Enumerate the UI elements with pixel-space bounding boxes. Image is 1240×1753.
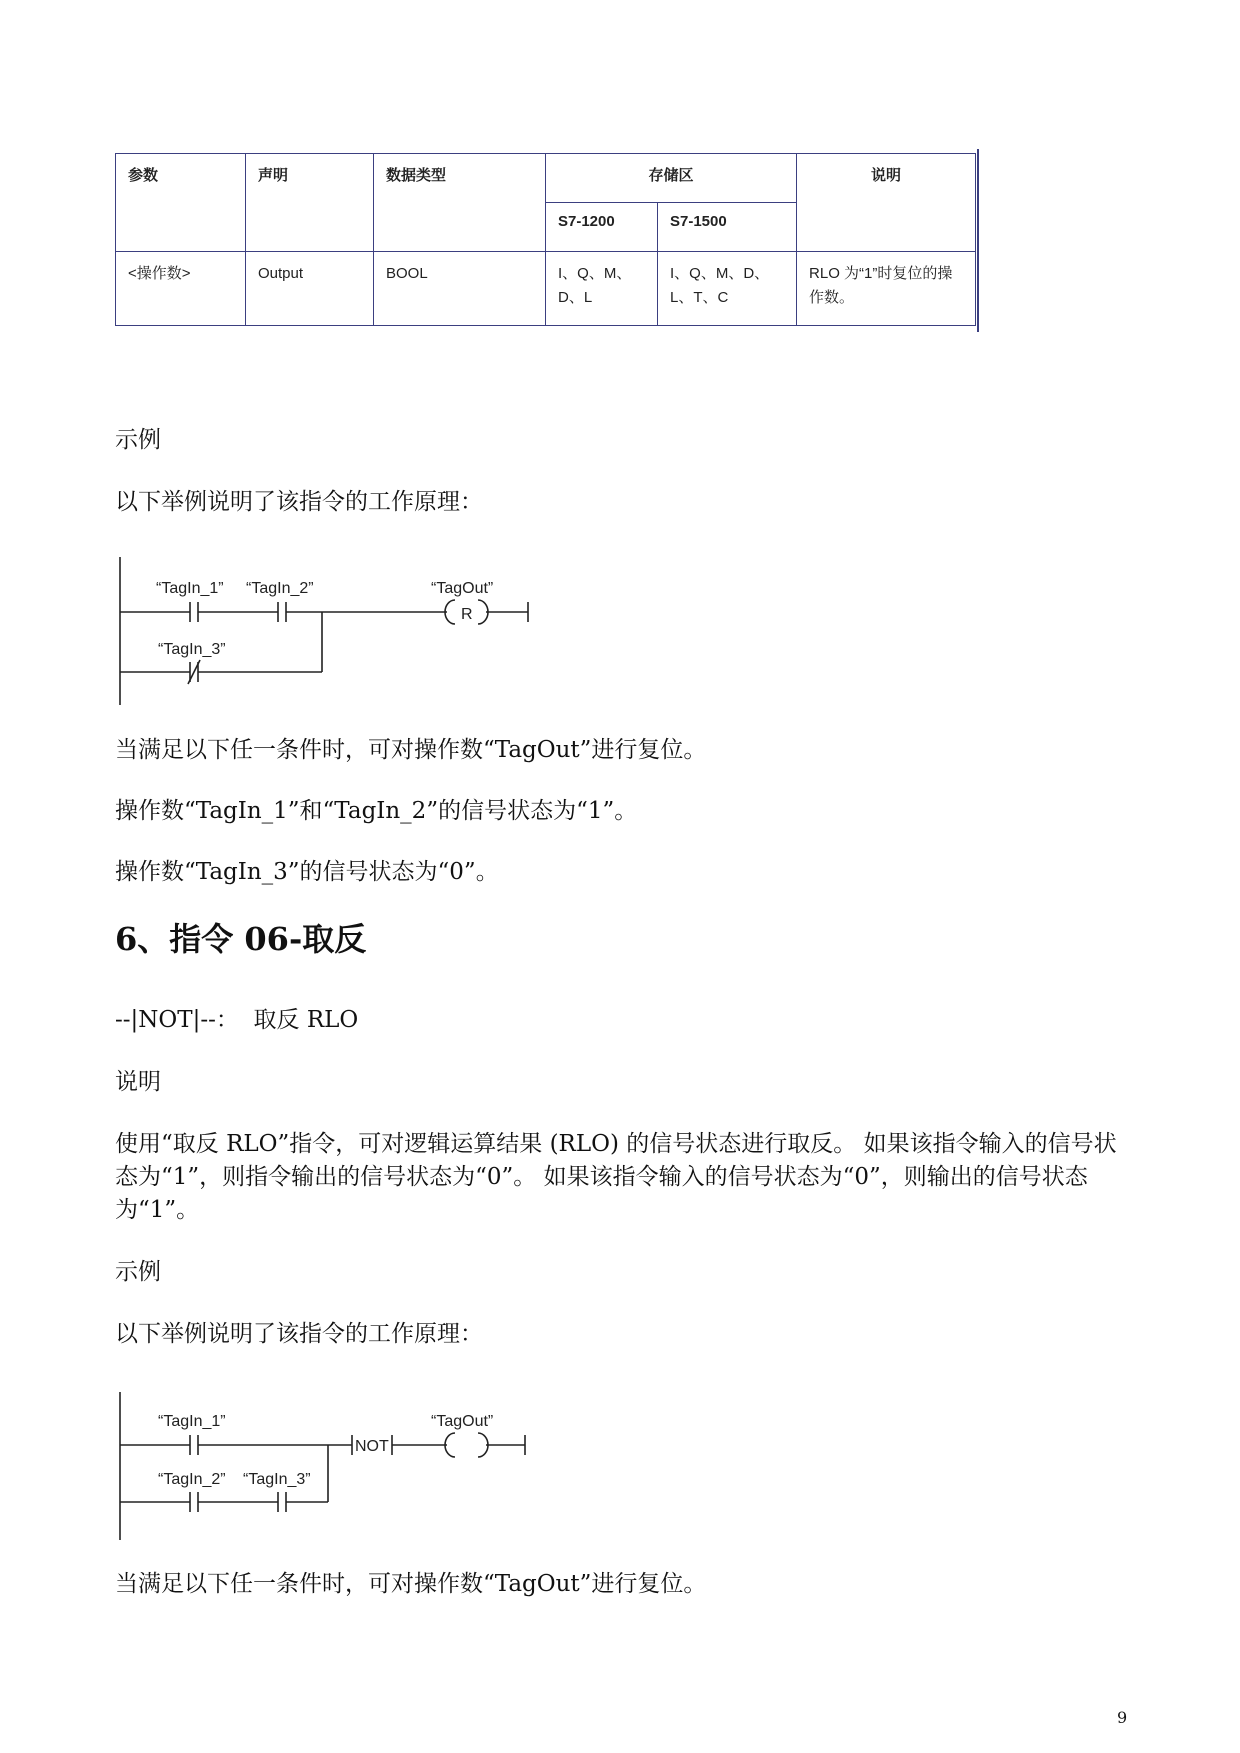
label-tagin-2: “TagIn_2” [246,580,314,597]
label-tagout: “TagOut” [431,580,494,597]
label-tagin-1-b: “TagIn_1” [158,1413,226,1430]
section-heading: 6、指令 06-取反 [115,920,367,958]
description-label: 说明 [115,1069,161,1095]
example-label-2: 示例 [115,1259,161,1285]
not-box-label: NOT [355,1438,389,1455]
header-storage: 存储区 [546,154,797,203]
example-intro: 以下举例说明了该指令的工作原理： [115,489,483,515]
cell-description: RLO 为“1”时复位的操作数。 [797,252,976,326]
header-s7-1500: S7-1500 [658,203,797,252]
condition-intro-2: 当满足以下任一条件时，可对操作数“TagOut”进行复位。 [115,1571,707,1597]
cell-s7-1500: I、Q、M、D、L、T、C [658,252,797,326]
label-tagin-2-b: “TagIn_2” [158,1471,226,1488]
example-intro-2: 以下举例说明了该指令的工作原理： [115,1321,483,1347]
condition-intro: 当满足以下任一条件时，可对操作数“TagOut”进行复位。 [115,737,707,763]
example-label: 示例 [115,427,161,453]
page-number: 9 [1117,1708,1128,1727]
header-declaration: 声明 [246,154,374,252]
description-text: 使用“取反 RLO”指令，可对逻辑运算结果 (RLO) 的信号状态进行取反。 如果该指令输入的信号状态为“1”，则指令输出的信号状态为“0”。 如果该指令输入的信号状态为“0”，则输出的信号状态为“1”。 [115,1131,1117,1223]
syntax-line: --|NOT|--： 取反 RLO [115,1007,359,1033]
header-param: 参数 [116,154,246,252]
label-tagin-3: “TagIn_3” [158,641,226,658]
header-s7-1200: S7-1200 [546,203,658,252]
label-tagin-1: “TagIn_1” [156,580,224,597]
cell-datatype: BOOL [374,252,546,326]
header-datatype: 数据类型 [374,154,546,252]
label-tagout-b: “TagOut” [431,1413,494,1430]
header-description: 说明 [797,154,976,252]
condition-1: 操作数“TagIn_1”和“TagIn_2”的信号状态为“1”。 [115,798,638,824]
cell-operand: <操作数> [116,252,246,326]
cell-s7-1200: I、Q、M、D、L [546,252,658,326]
label-tagin-3-b: “TagIn_3” [243,1471,311,1488]
condition-2: 操作数“TagIn_3”的信号状态为“0”。 [115,859,499,885]
coil-reset-letter: R [461,606,473,623]
cell-declaration: Output [246,252,374,326]
